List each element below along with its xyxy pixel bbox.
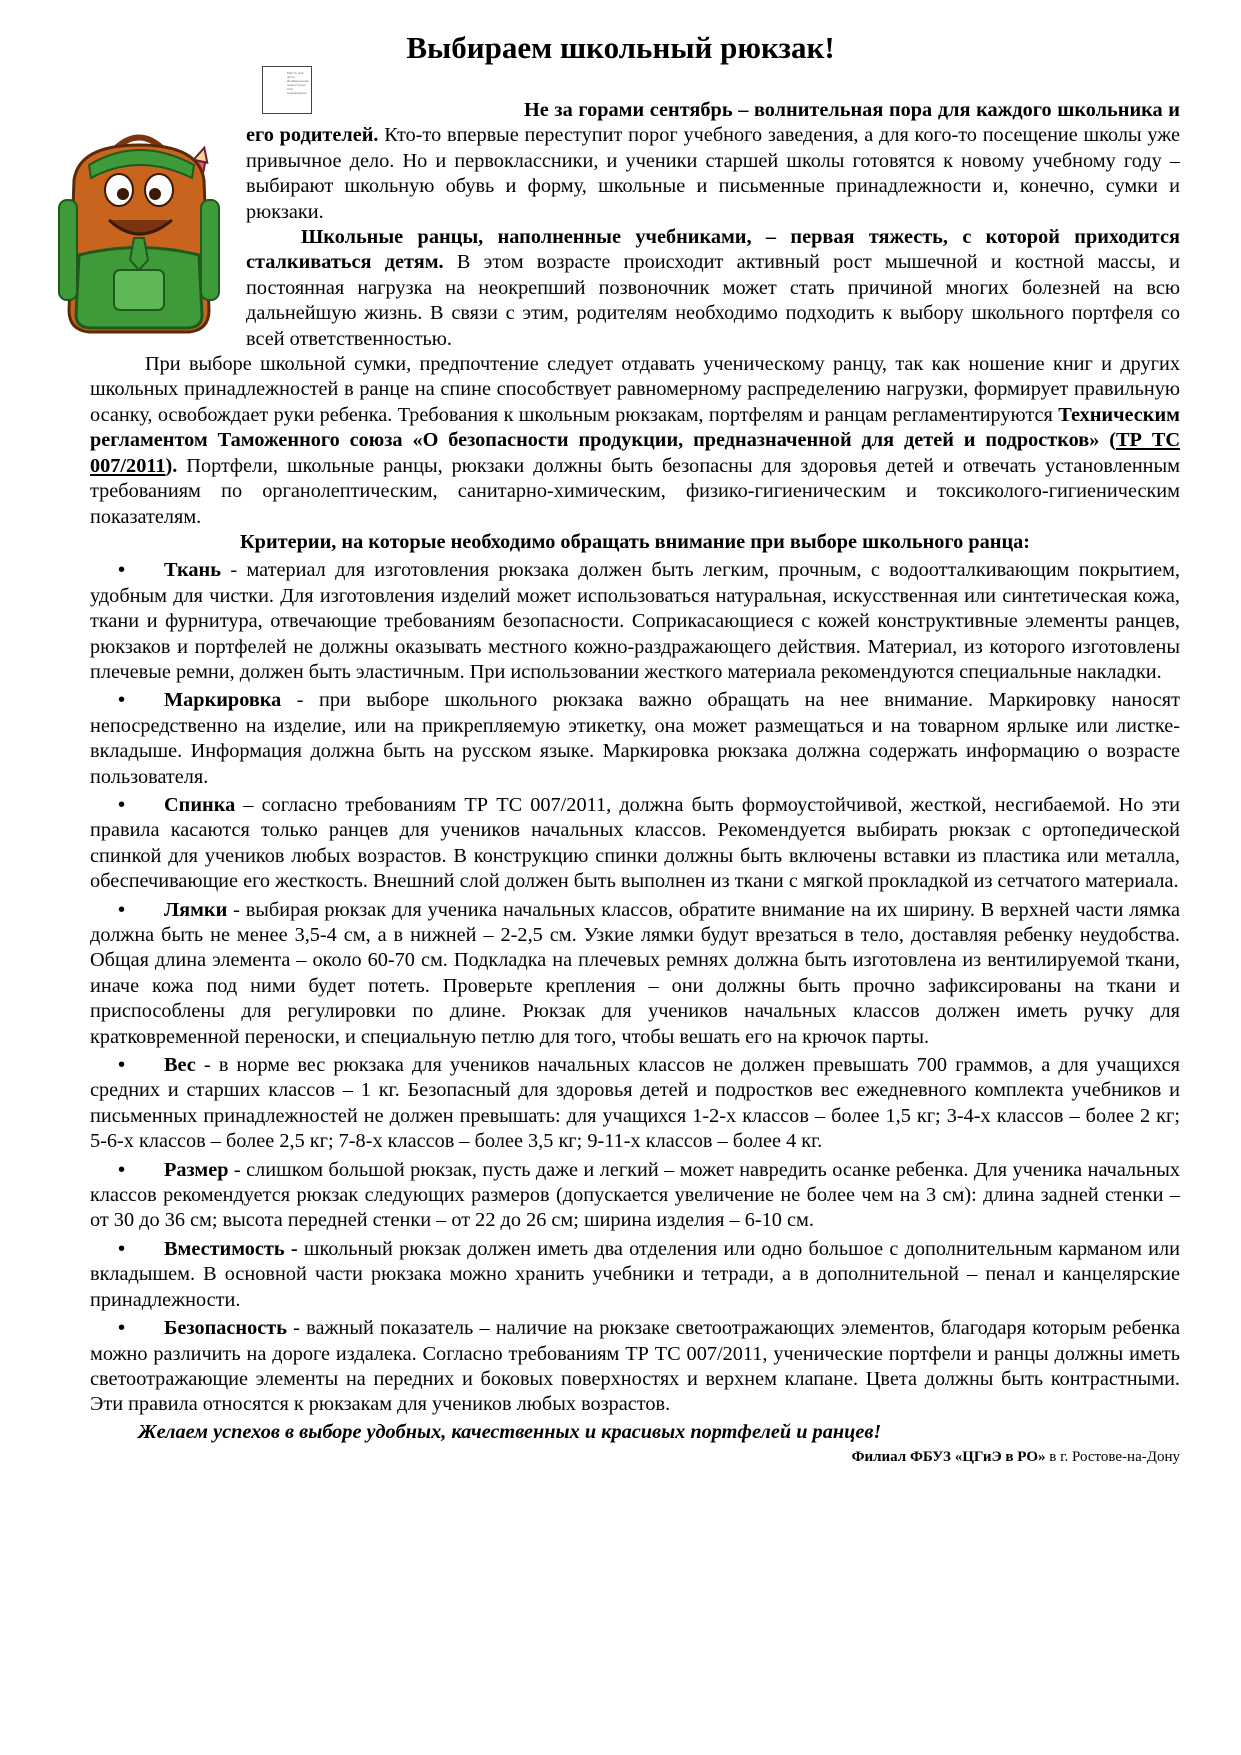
bullet-icon: • — [118, 1158, 126, 1181]
intro-paragraph-1 — [90, 98, 1180, 225]
intro-p2-text: В этом возрасте происходит активный рост мышечной и костной массы, и постоянная нагрузка на неокрепший позвоночник может стать причиной многих болезней на всю дальнейшую жизнь. В связи с этим, родителям необходимо подходить к выбору школьного портфеля со всей ответственностью. — [246, 251, 1180, 350]
criteria-text: школьный рюкзак должен иметь два отделения или одно большое с дополнительным карманом или вкладышем. В основной части рюкзака можно хранить учебники и тетради, а в дополнительной – пенал и канцелярские принадлежности. — [90, 1237, 1180, 1311]
bullet-icon: • — [118, 559, 126, 582]
intro-p2-bold: Школьные ранцы, наполненные учебниками, – первая тяжесть, с которой приходится сталкиваться детям. — [246, 226, 1180, 274]
bullet-icon: • — [118, 898, 126, 921]
criteria-text: - в норме вес рюкзака для учеников начальных классов не должен превышать 700 граммов, а для учащихся средних и старших классов – 1 кг. Безопасный для здоровья детей и подростков вес ежедневного комплекта учебников и письменных принадлежностей не должен превышать: для учащихся 1-2-х классов – более 1,5 кг; 3-4-х классов – более 2 кг; 5-6-х классов – более 2,5 кг; 7-8-х классов – более 3,5 кг; 9-11-х классов – более 4 кг. — [90, 1054, 1180, 1153]
image-wrap-space — [90, 98, 246, 342]
page-title: Выбираем школьный рюкзак! — [406, 30, 835, 65]
bullet-icon: • — [118, 1317, 126, 1340]
criteria-list — [90, 558, 1180, 1417]
bullet-icon: • — [118, 793, 126, 816]
bullet-icon: • — [118, 1054, 126, 1077]
intro-p1-text: Кто-то впервые переступит порог учебного заведения, а для кого-то посещение школы уже привычное дело. Но и первоклассники, и ученики старшей школы готовятся к новому учебному году – выбирают школьную обувь и форму, школьные и письменные принадлежности и, конечно, сумки и рюкзаки. — [246, 124, 1180, 223]
signature-city: в г. Ростове-на-Дону — [1045, 1449, 1180, 1466]
criteria-text: - выбирая рюкзак для ученика начальных классов, обратите внимание на их ширину. В верхней части лямка должна быть не менее 3,5-4 см, а в нижней – 2-2,5 см. Узкие лямки будут врезаться в тело, доставляя ребенку неудобства. Общая длина элемента – около 60-70 см. Подкладка на плечевых ремнях должна быть изготовлена из вентилируемой ткани, иначе кожа под ними будет потеть. Проверьте крепления – они должны быть прочно зафиксированы на ткани и приспособлены для регулировки по длине. Рюкзак для учеников начальных классов должен иметь ручку для кратковременной переноски, и специальную петлю для того, чтобы вешать его на крючок парты. — [90, 898, 1180, 1048]
criteria-term: Размер — [164, 1158, 229, 1181]
criteria-term: Спинка — [164, 793, 236, 816]
criteria-text: – согласно требованиям ТР ТС 007/2011, должна быть формоустойчивой, жесткой, несгибаемой. Но эти правила касаются только ранцев для учеников начальных классов. Рекомендуется выбирать рюкзак с ортопедической спинкой для учеников любых возрастов. В конструкцию спинки должны быть включены вставки из пластика или металла, обеспечивающие его жесткость. Внешний слой должен быть выполнен из ткани с мягкой прокладкой из сетчатого материала. — [90, 793, 1180, 893]
criteria-term: Лямки — [164, 898, 228, 921]
criteria-item — [90, 688, 1180, 790]
signature — [90, 1447, 1180, 1467]
criteria-term: Вес — [164, 1054, 196, 1077]
closing-wish: Желаем успехов в выборе удобных, качественных и красивых портфелей и ранцев! — [138, 1420, 882, 1443]
intro-paragraph-2 — [90, 225, 1180, 352]
criteria-item — [90, 898, 1180, 1050]
criteria-item — [90, 793, 1180, 895]
criteria-text: - слишком большой рюкзак, пусть даже и легкий – может навредить осанке ребенка. Для ученика начальных классов рекомендуется рюкзак следующих размеров (допускается увеличение не более чем на 3 см): длина задней стенки – от 30 до 36 см; высота передней стенки – от 22 до 26 см; ширина изделия – 6-10 см. — [90, 1158, 1180, 1232]
intro-p3-bold-end: ). — [165, 454, 178, 477]
criteria-item — [90, 1053, 1180, 1155]
intro-p3-text2: Портфели, школьные ранцы, рюкзаки должны быть безопасны для здоровья детей и отвечать установленным требованиям по органолептическим, санитарно-химическим, физико-гигиеническим и токсиколого-гигиеническим показателям. — [90, 454, 1180, 528]
criteria-text: - при выборе школьного рюкзака важно обращать на нее внимание. Маркировку наносят непосредственно на изделие, или на прикрепляемую этикетку, она может размещаться и на товарном ярлыке или листке-вкладыше. Информация должна быть на русском языке. Маркировка рюкзака должна содержать информацию о возрасте пользователя. — [90, 689, 1180, 788]
criteria-text: - важный показатель – наличие на рюкзаке светоотражающих элементов, благодаря которым ребенка можно различить на дороге издалека. Согласно требованиям ТР ТС 007/2011, ученические портфели и ранцы должны иметь светоотражающие элементы на передних и боковых поверхностях и верхнем клапане. Цвета должны быть контрастными. Эти правила относятся к рюкзакам для учеников любых возрастов. — [90, 1317, 1180, 1416]
criteria-term: Ткань — [164, 559, 221, 582]
criteria-term: Вместимость - — [164, 1237, 298, 1260]
bullet-icon: • — [118, 1237, 126, 1260]
intro-paragraph-3 — [90, 352, 1180, 530]
broken-image-caption: Место для фото. Изображение недоступно или повреждено — [287, 71, 309, 95]
criteria-term: Маркировка — [164, 689, 282, 712]
criteria-item — [90, 1237, 1180, 1313]
criteria-item — [90, 558, 1180, 685]
intro-p1-bold: Не за горами сентябрь – волнительная пора для каждого школьника и его родителей. — [246, 99, 1180, 147]
article-body — [90, 98, 1180, 1467]
signature-org: Филиал ФБУЗ «ЦГиЭ в РО» — [851, 1449, 1046, 1466]
criteria-text: - материал для изготовления рюкзака должен быть легким, прочным, с водоотталкивающим покрытием, удобным для чистки. Для изготовления изделий может использоваться натуральная, искусственная или синтетическая кожа, ткани и фурнитура, отвечающие требованиям безопасности. Соприкасающиеся с кожей конструктивные элементы ранцев, рюкзаков и портфелей не должны оказывать местного кожно-раздражающего действия. Материал, из которого изготовлены плечевые ремни, должен быть эластичным. При использовании жесткого материала рекомендуются специальные накладки. — [90, 559, 1180, 683]
criteria-item — [90, 1158, 1180, 1234]
intro-p3-text1: При выборе школьной сумки, предпочтение следует отдавать ученическому ранцу, так как ношение книг и других школьных принадлежностей в ранце на спине способствует равномерному распределению нагрузки, формирует правильную осанку, освобождает руки ребенка. Требования к школьным рюкзакам, портфелям и ранцам регламентируются — [90, 353, 1180, 426]
intro-p3-bold: Техническим регламентом Таможенного союза «О безопасности продукции, предназначенной для детей и подростков» ( — [90, 403, 1180, 452]
criteria-term: Безопасность — [164, 1317, 287, 1340]
criteria-item — [90, 1316, 1180, 1418]
criteria-heading: Критерии, на которые необходимо обращать внимание при выборе школьного ранца: — [239, 530, 1031, 553]
regulation-code: ТР ТС 007/2011 — [90, 429, 1180, 477]
bullet-icon: • — [118, 689, 126, 712]
